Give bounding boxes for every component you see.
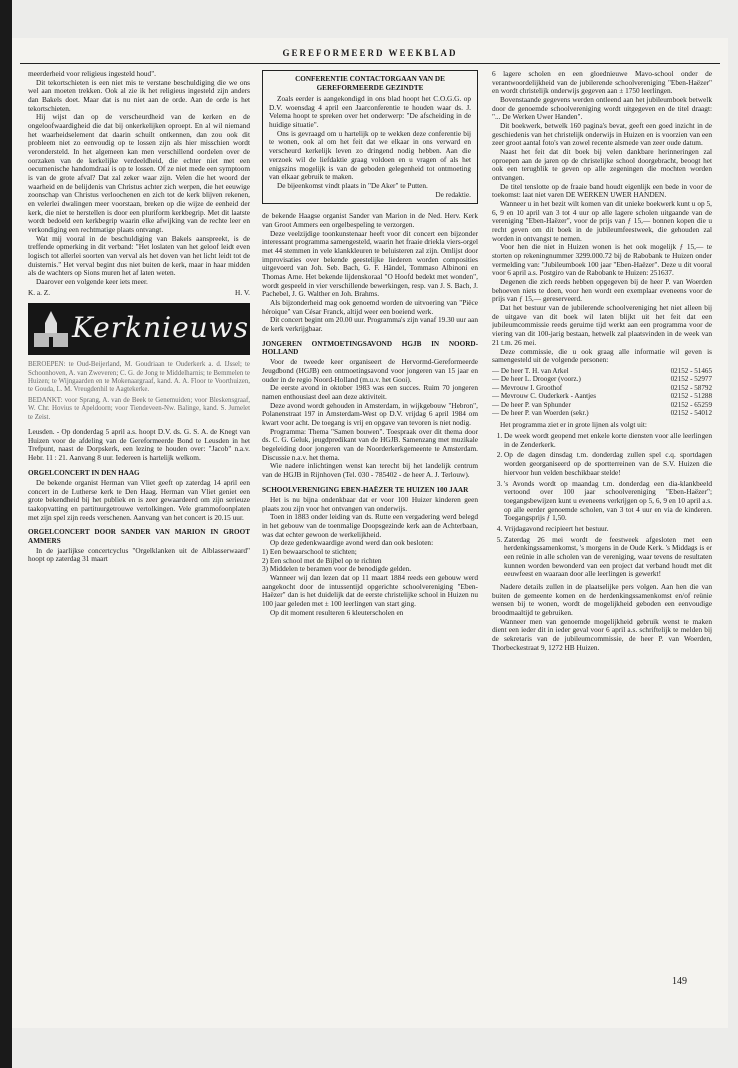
- section-heading: JONGEREN ONTMOETINGSAVOND HGJB IN NOORD-HOLLAND: [262, 339, 478, 356]
- bedankt-text: BEDANKT: voor Sprang, A. van de Beek te Genemuiden; voor Bleskensgraaf, W. Chr. Hovius te Apeldoorn; voor Tiendeveen-Nw. Balinge, kand. S. Jumelet te Zeist.: [28, 397, 250, 421]
- conference-notice-box: [262, 70, 478, 204]
- paragraph: Wat mij vooral in de beschuldiging van Bakels aanspreekt, is de treffende opmerking in dit verband: "Het loslaten van het geloof leidt even logisch tot allerlei soorten van verval als het doven van het licht leidt tot de duisternis." Het verval begint dus niet buiten de kerk, maar in haar midden als de wachters op Sions muren het af laten weten.: [28, 233, 250, 278]
- contact-phone: 02152 - 52977: [670, 375, 712, 384]
- paragraph: Deze avond wordt gehouden in Amsterdam, in wijkgebouw "Hebron", Polanenstraat 197 in Amsterdam-West op D.V. vrijdag 6 april 1984 om kwart voor acht. De toegang is vrij en opgave van tevoren is niet nodig.: [262, 400, 478, 427]
- paragraph: Voor hen die niet in Huizen wonen is het ook mogelijk ƒ 15,— te storten op rekeningnummer 3299.000.72 bij de Rabobank te Huizen onder vermelding van: "Jubileumboek 100 jaar "Eben-Haëzer". Deze u dit vooral voor 6 april a.s. Postgiro van de Rabobank te Huizen: 251637.: [492, 242, 712, 278]
- contact-phone: 02152 - 51288: [670, 392, 712, 401]
- list-item: 2. Op de dagen dinsdag t.m. donderdag zullen spel c.q. sportdagen worden georganiseerd op de sportterreinen van de S.V. Huizen die hiervoor hun velden beschikbaar stelde!: [504, 451, 712, 477]
- column-2: [262, 70, 478, 990]
- page-number: 149: [672, 976, 687, 987]
- paragraph: Zoals eerder is aangekondigd in ons blad hoopt het C.O.G.G. op D.V. woensdag 4 april een Jaarconferentie te houden waar ds. J. Velema hoopt te spreken over het onderwerp: "De afscheiding in de huidige situatie".: [269, 94, 471, 130]
- contact-phone: 02152 - 65259: [670, 400, 712, 409]
- list-item: 3) Middelen te beramen voor de benodigde gelden.: [262, 564, 412, 574]
- list-item: 1. De week wordt geopend met enkele korte diensten voor alle leerlingen in de Zenderkerk.: [504, 432, 712, 449]
- paragraph: Wie nadere inlichtingen wenst kan terecht bij het landelijk centrum van de HGJB in Rijnhoven (Tel. 030 - 785402 - de heer A. J. Terlouw).: [262, 461, 478, 479]
- paragraph: Wanneer men van genoemde mogelijkheid gebruik wenst te maken dient een ieder dit in ieder geval voor 6 april a.s. schriftelijk te melden bij de sekretaris van de jubileumcommissie, de heer P. van Woerden, Thorbeckestraat 9, 1272 HB Huizen.: [492, 616, 712, 652]
- paragraph: Het programma ziet er in grote lijnen als volgt uit:: [500, 420, 647, 430]
- kerknieuws-title: Kerknieuws: [72, 311, 250, 345]
- paragraph: De titel tenslotte op de fraaie band houdt eigenlijk een bede in voor de toekomst: laat niet varen DE WERKEN UWER HANDEN.: [492, 181, 712, 200]
- contact-phone: 02152 - 58792: [670, 383, 712, 392]
- paragraph: Deze commissie, die u ook graag alle informatie wil geven is samengesteld uit de volgende personen:: [492, 346, 712, 365]
- list-item: 4. Vrijdagavond recipieert het bestuur.: [504, 525, 712, 534]
- paragraph: Dat het bestuur van de jubilerende schoolvereniging het niet alleen bij de uitgave van dit boek wil laten blijkt uit het feit dat een jubileumcommissie reeds geruime tijd werkt aan een programma voor de viering van dit 100-jarig bestaan, hetwelk zal plaatsvinden in de week van 21 t.m. 26 mei.: [492, 303, 712, 347]
- contact-name: — De heer P. van Sphunder: [492, 400, 571, 409]
- paragraph: Op dit moment resulteren 6 kleuterscholen en: [270, 607, 404, 617]
- paragraph: Wanneer u in het bezit wilt komen van dit unieke boekwerk kunt u op 5, 6, 9 en 10 april van 3 tot 4 uur op alle lagere scholen uitgaande van de vereniging "Eben-Haëzer", voor de prijs van ƒ 15,— bonnen kopen die u recht geven om dit boek in de jubileumfeestweek, die gehouden zal worden in ontvangst te nemen.: [492, 199, 712, 243]
- paragraph: Op deze gedenkwaardige avond werd dan ook besloten:: [270, 538, 434, 548]
- contact-phone: 02152 - 51465: [670, 366, 712, 375]
- signature-right: H. V.: [235, 287, 250, 297]
- paragraph: Het is nu bijna ondenkbaar dat er voor 100 Huizer kinderen geen plaats zou zijn voor het ontvangen van onderwijs.: [262, 494, 478, 513]
- list-item: 5. Zaterdag 26 mei wordt de feestweek afgesloten met een herdenkingssamenkomst, 's morgens in de Oude Kerk. 's Middags is er een reünie in alle scholen van de vereniging, waar tevens de resultaten kunnen worden bewonderd van een project dat verband houdt met dit eeuwfeest en waaraan door alle leerlingen is gewerkt!: [504, 536, 712, 579]
- beroepen-text: BEROEPEN: te Oud-Beijerland, M. Goudriaan te Ouderkerk a. d. IJssel; te Schoonhoven, A. van Zweveren; C. G. de Jong te Middelharnis; te Bemmelen te Huizen; te Wijngaarden en te Mokenaargraaf, kand. A. A. Floor te Voorthuizen, te Gouda, L. M. Vreugdenhil te Aagtekerke.: [28, 361, 250, 394]
- table-row: [492, 401, 712, 409]
- paragraph: Voor de tweede keer organiseert de Hervormd-Gereformeerde Jeugdbond (HGJB) een ontmoetingsavond voor jongeren van 15 jaar en ouder in de regio Noord-Holland (m.u.v. het Gooi).: [262, 357, 478, 384]
- paragraph: Dit boekwerk, betwelk 160 pagina's bevat, geeft een goed inzicht in de geschiedenis van het christelijk onderwijs in Huizen en is voorzien van een zeer groot aantal foto's van zowel recente alsmede van zeer oude datum.: [492, 121, 712, 148]
- section-heading: ORGELCONCERT IN DEN HAAG: [28, 468, 140, 477]
- box-signature: De redaktie.: [435, 189, 471, 199]
- leusden-text: Leusden. - Op donderdag 5 april a.s. hoopt D.V. ds. G. S. A. de Knegt van Huizen voor de afdeling van de Gereformeerde Bond te Leusden in het Trefpunt, naast de Dorpskerk, een lezing te houden over: "Jacob" n.a.v. Hebr. 11 : 21. Aanvang 8 uur. Iedereen is hartelijk welkom.: [28, 426, 250, 462]
- paragraph: Dit concert begint om 20.00 uur. Programma's zijn vanaf 19.30 uur aan de kerk verkrijgbaar.: [262, 315, 478, 333]
- committee-table: [492, 367, 712, 418]
- list-item: 1) Een bewaarschool te stichten;: [262, 546, 357, 556]
- contact-name: — De heer P. van Woerden (sekr.): [492, 409, 589, 418]
- table-row: [492, 409, 712, 417]
- binding-edge: [0, 0, 12, 1068]
- contact-name: — Mevrouw C. Ouderkerk - Aantjes: [492, 392, 597, 401]
- paragraph: Daarover een volgende keer iets meer.: [36, 277, 148, 287]
- table-row: [492, 392, 712, 400]
- table-row: [492, 384, 712, 392]
- paragraph: Wanneer wij dan lezen dat op 11 maart 1884 reeds een gebouw werd aangekocht door de intussentijd opgerichte schoolvereniging "Eben-Haëzer" dan is het duidelijk dat de eerste christelijke school in Huizen nu 100 jaar geleden met ± 100 leerlingen van start ging.: [262, 572, 478, 608]
- list-item: 3. 's Avonds wordt op maandag t.m. donderdag een dia-klankbeeld vertoond over 100 jaar schoolvereniging "Eben-Haëzer"; toegangsbewijzen kunt u eveneens verkrijgen op 5, 6, 9 en 10 april a.s. op alle eerder genoemde scholen, van 3 tot 4 uur en via de kinderen. Toegangsprijs ƒ 1,50.: [504, 480, 712, 523]
- paragraph: Programma: Thema "Samen bouwen". Toespraak over dit thema door ds. C. G. Geluk, jeugdpredikant van de HGJB. Samenzang met muzikale begeleiding door jongeren van de Noorderkerkgemeente te Amsterdam. Discussie n.a.v. het thema.: [262, 426, 478, 462]
- column-1: [28, 70, 250, 990]
- table-row: [492, 375, 712, 383]
- signature-line: [28, 289, 250, 298]
- paragraph: Hij wijst dan op de verscheurdheid van de kerken en de ongeloofwaardigheid die dat bij onkerkelijken oproept. En al wil niemand het waarheidselement dat daarin schuilt ontkennen, dan zou ook dit probleem niet zo eenvoudig op te lossen zijn als hier misschien wordt verondersteld. In het algemeen kan men verschillend oordelen over de oorzaken van de kerkelijke verdeeldheid, die echter niet met een oecumenische handomdraai is op te lossen. Of ze niet mede een symptoom is van de grote afval? Dat zal zeker waar zijn. Velen die het woord der waarheid en de belijdenis van Christus achter zich werpen, die het eeuwige zoonschap van Christus verloochenen en zich tot de kerk blijven rekenen, en velerlei dwalingen meer voorstaan, breken op die wijze de eenheid der kerk, die niet te herstellen is door een pluriform kerkbegrip. Met dit laatste wordt bedoeld een kerkbegrip waarin elke afwijking van de rechte leer en verkondiging een rechtmatige plaats ontvangt.: [28, 112, 250, 235]
- program-list: [492, 432, 712, 579]
- box-title: CONFERENTIE CONTACTORGAAN VAN DE GEREFORMEERDE GEZINDTE: [295, 75, 445, 92]
- running-header: GEREFORMEERD WEEKBLAD: [282, 48, 458, 58]
- contact-phone: 02152 - 54012: [670, 409, 712, 418]
- church-icon: [32, 309, 70, 349]
- paragraph: Dit tekortschieten is een niet mis te verstane beschuldiging die we ons wel aan moeten trekken. Ook al zie ik het religieus ingesteld zijn anders dan Bakels doet. Maar dat is nu niet aan de orde. Aan de orde is het tekortschieten.: [28, 77, 250, 113]
- paragraph: Deze veelzijdige toonkunstenaar heeft voor dit concert een bijzonder interessant programma samengesteld, waarin het fraaie driekla viers-orgel met 44 stemmen in vele klankkleuren te beluisteren zal zijn. Omlijst door improvisaties over bekende geestelijke liederen worden composities uitgevoerd van Joh. Seb. Bach, G. F. Händel, Tommaso Albinoni en Thomas Arne. Het bekende lijdenskoraal "O Hoofd bedekt met wonden", wordt gespeeld in vier verschillende bewerkingen, resp. van J. S. Bach, J. Pachebel, J. G. Walther en Joh. Brahms.: [262, 228, 478, 299]
- paragraph: meerderheid voor religieus ingesteld houd".: [28, 70, 157, 78]
- paragraph: Nadere details zullen in de plaatselijke pers volgen. Aan hen die van buiten de gemeente komen en de herdenkingssamenkomst en/of reünie wensen bij te wonen, wordt de mogelijkheid geboden een eenvoudige broodmaaltijd te gebruiken.: [492, 581, 712, 617]
- paragraph: Toen in 1883 onder leiding van ds. Rutte een vergadering werd belegd in het gebouw van de toenmalige Doopsgezinde kerk aan de Achterbaan, was dat echter gewoon de werkelijkheid.: [262, 512, 478, 539]
- paragraph: De bekende organist Herman van Vliet geeft op zaterdag 14 april een concert in de Lutherse kerk te Den Haag. Herman van Vliet geniet een grote bekendheid bij het publiek en is zeer gewaardeerd om zijn serieuze taakopvatting en partituurgetrouwe vertolkingen. Vele grammofoonplaten met zijn spel zijn reeds verschenen. Aanvang van het concert is 20.15 uur.: [28, 477, 250, 522]
- column-3: [492, 70, 712, 990]
- paragraph: De bijeenkomst vindt plaats in "De Aker" te Putten.: [277, 180, 428, 190]
- paragraph: Bovenstaande gegevens werden ontleend aan het jubileumboek betwelk door de genoemde schoolvereniging wordt uitgegeven en de titel draagt: "... De Werken Uwer Handen".: [492, 95, 712, 122]
- paragraph: de bekende Haagse organist Sander van Marion in de Ned. Herv. Kerk van Groot Ammers een orgelbespeling te verzorgen.: [262, 211, 478, 229]
- contact-name: — De heer L. Drooger (voorz.): [492, 375, 581, 384]
- signature-left: K. a. Z.: [28, 287, 51, 297]
- contact-name: — De heer T. H. van Arkel: [492, 366, 569, 375]
- kerknieuws-banner: [28, 303, 250, 355]
- table-row: [492, 367, 712, 375]
- header-rule: [20, 63, 720, 64]
- list-item: 2) Een school met de Bijbel op te richten: [262, 555, 382, 565]
- contact-name: — Mevrouw I. Groothof: [492, 383, 563, 392]
- paragraph: 6 lagere scholen en een gloednieuwe Mavo-school onder de verantwoordelijkheid van de jubilerende schoolvereniging "Eben-Haëzer" en wordt christelijk onderwijs gegeven aan ± 1750 leerlingen.: [492, 70, 712, 96]
- paragraph: Ons is gevraagd om u hartelijk op te wekken deze conferentie bij te wonen, ook al om het feit dat we elkaar in ons verward en verscheurd kerkelijk leven zo dringend nodig hebben. Aan die verzoek wil de liefdaktie graag voldoen en u vragen of als het enigszins mogelijk is van de geboden gelegenheid tot ontmoeting van elkaar gebruik te maken.: [269, 128, 471, 182]
- section-heading: SCHOOLVERENIGING EBEN-HAËZER TE HUIZEN 100 JAAR: [262, 485, 469, 494]
- paragraph: Degenen die zich reeds hebben opgegeven bij de heer P. van Woerden behoeven niets te doen, voor hen wordt een exemplaar eveneens voor de prijs van ƒ 15,— gereserveerd.: [492, 277, 712, 304]
- paragraph: De eerste avond in oktober 1983 was een succes. Ruim 70 jongeren namen enthousiast deel aan deze aktiviteit.: [262, 383, 478, 401]
- paragraph: In de jaarlijkse concertcyclus "Orgelklanken uit de Alblasserwaard" hoopt op zaterdag 31 maart: [28, 545, 250, 564]
- section-heading: ORGELCONCERT DOOR SANDER VAN MARION IN GROOT AMMERS: [28, 528, 250, 545]
- paragraph: Als bijzonderheid mag ook genoemd worden de uitvoering van "Pièce héroique" van César Franck, altijd weer een boeiend werk.: [262, 297, 478, 316]
- paragraph: Naast het feit dat dit boek bij velen dankbare herinneringen zal oproepen aan de jaren op de christelijke school doorgebracht, beoogt het ook een terugblik te geven op alle zegeningen die mochten worden ontvangen.: [492, 147, 712, 183]
